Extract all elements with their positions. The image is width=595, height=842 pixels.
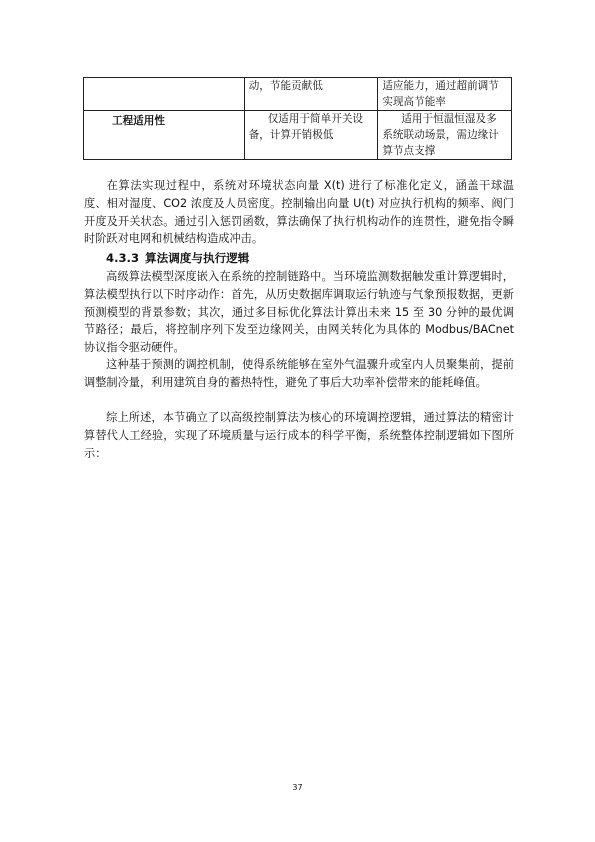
paragraph-text: 在算法实现过程中，系统对环境状态向量 X(t) 进行了标准化定义，涵盖干球温度、相对湿度、CO2 浓度及人员密度。控制输出向量 U(t) 对应执行机构的频率、阀门开度及开关状态。通过引入惩罚函数，算法确保了执行机构动作的连贯性，避免指令瞬时阶跃对电网和机械结构造成冲击。 — [84, 179, 514, 246]
paragraph-text: 高级算法模型深度嵌入在系统的控制链路中。当环境监测数据触发重计算逻辑时，算法模型执行以下时序动作：首先，从历史数据库调取运行轨迹与气象预报数据，更新预测模型的背景参数；其次，通过多目标优化算法计算出未来 15 至 30 分钟的最优调节路径；最后，将控制序列下发至边缘网关，由网关转化为具体的 Modbus/BACnet 协议指令驱动硬件。 — [84, 270, 514, 355]
section-number: 4.3.3 — [106, 251, 140, 265]
paragraph-text: 这种基于预测的调控机制，使得系统能够在室外气温骤升或室内人员聚集前，提前调整制冷量，利用建筑自身的蓄热特性，避免了事后大功率补偿带来的能耗峰值。 — [84, 358, 514, 389]
section-heading — [106, 250, 249, 266]
cell-text: 适应能力，通过超前调节实现高节能率 — [382, 80, 499, 108]
cell-text: 动，节能贡献低 — [248, 80, 323, 92]
table-cell — [244, 78, 378, 111]
paragraph-text: 综上所述，本节确立了以高级控制算法为核心的环境调控逻辑，通过算法的精密计算替代人工经验，实现了环境质量与运行成本的科学平衡，系统整体控制逻辑如下图所示： — [84, 411, 514, 460]
section-title: 算法调度与执行逻辑 — [145, 251, 250, 265]
paragraph — [84, 356, 514, 392]
table-cell-label-empty — [84, 78, 245, 111]
cell-text: 仅适用于简单开关设备，计算开销极低 — [248, 113, 364, 141]
table-row-label: 工程适用性 — [84, 111, 245, 160]
cell-text: 适用于恒温恒湿及多系统联动场景，需边缘计算节点支撑 — [382, 113, 499, 157]
table-cell — [378, 111, 512, 160]
comparison-table — [83, 77, 512, 160]
page-number: 37 — [292, 783, 303, 792]
paragraph — [84, 177, 514, 248]
paragraph — [84, 409, 514, 462]
table-row — [84, 78, 512, 111]
paragraph — [84, 268, 514, 357]
table-cell — [244, 111, 378, 160]
table-cell — [378, 78, 512, 111]
table-row — [84, 111, 512, 160]
